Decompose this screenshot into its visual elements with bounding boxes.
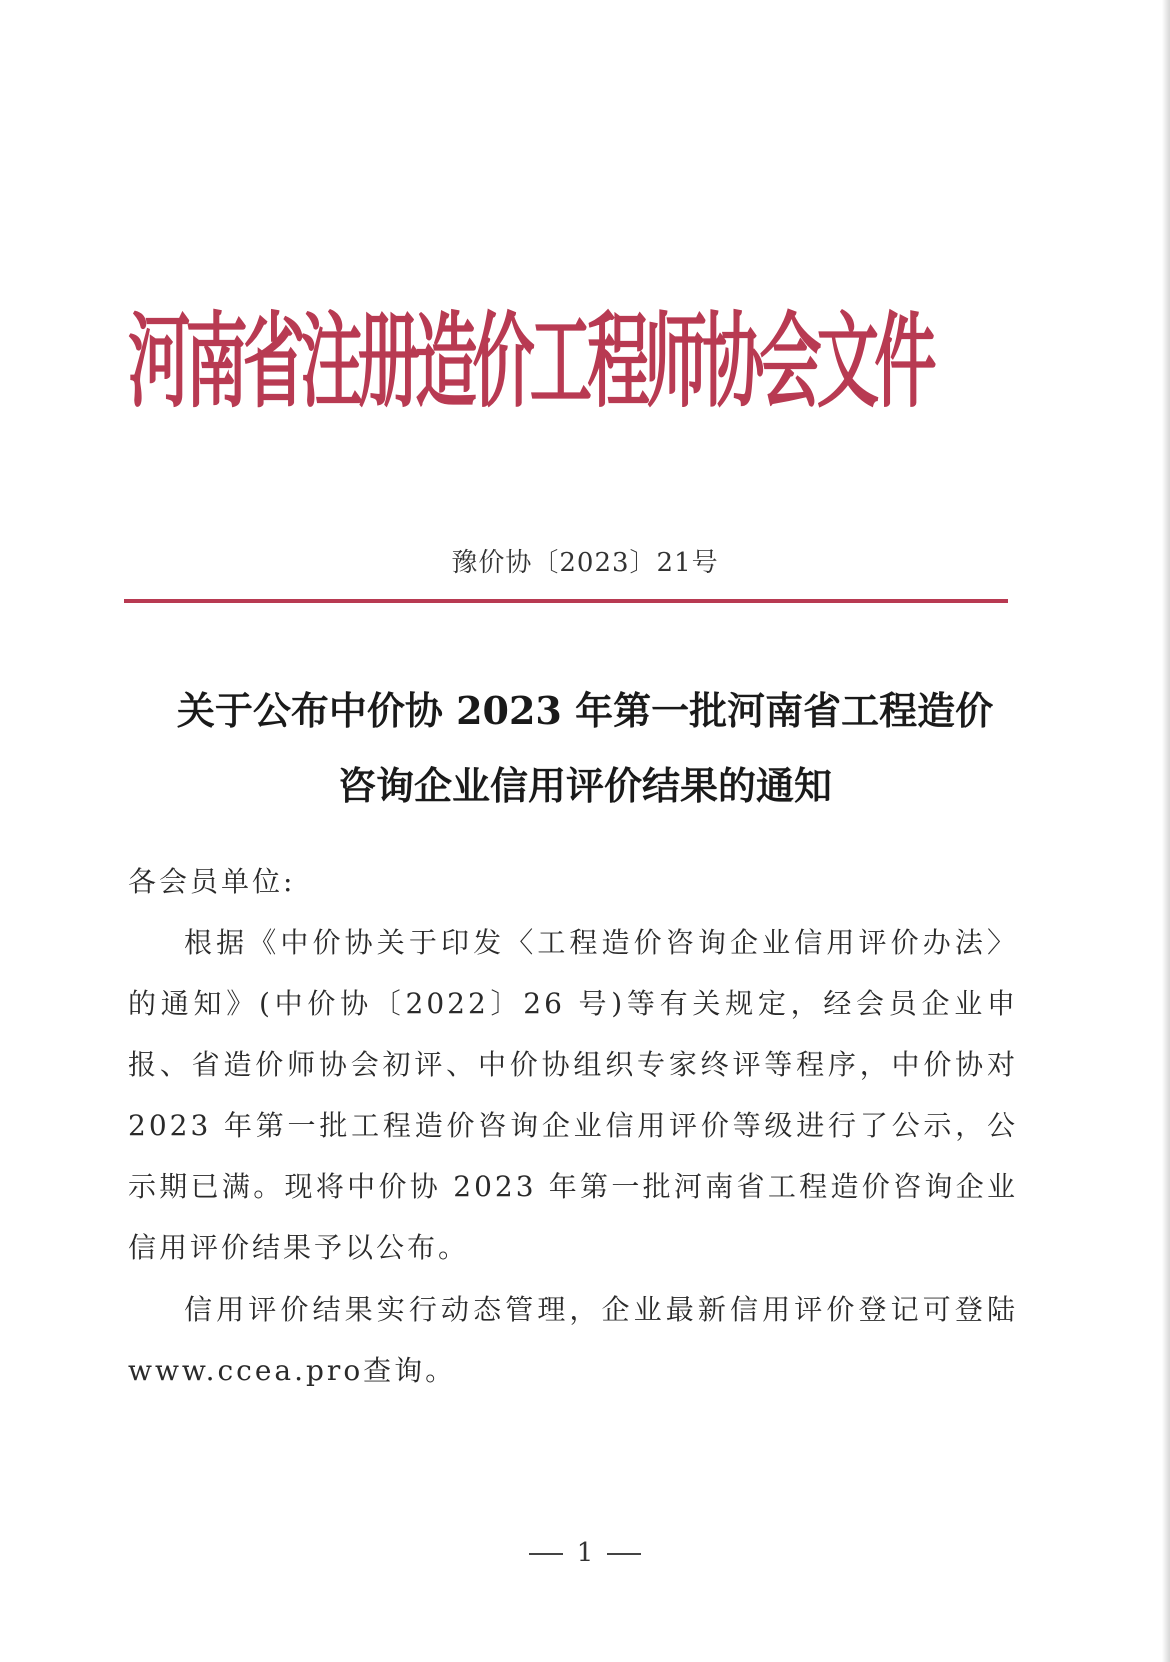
page-number-value: 1 <box>576 1538 594 1568</box>
dash-left <box>529 1553 563 1555</box>
salutation: 各会员单位: <box>128 865 296 898</box>
notice-title-line1: 关于公布中价协 2023 年第一批河南省工程造价 <box>176 688 994 733</box>
page-edge-shadow <box>1162 0 1170 1662</box>
organization-title: 河南省注册造价工程师协会文件 <box>128 301 932 422</box>
page-number <box>0 1538 1170 1568</box>
red-divider <box>124 599 1008 603</box>
body-paragraph-2: 信用评价结果实行动态管理，企业最新信用评价登记可登陆www.ccea.pro查询。 <box>128 1293 1018 1387</box>
notice-title-line2: 咨询企业信用评价结果的通知 <box>337 763 832 808</box>
document-number: 豫价协〔2023〕21号 <box>451 548 719 578</box>
dash-right <box>607 1553 641 1555</box>
body-paragraph-1: 根据《中价协关于印发〈工程造价咨询企业信用评价办法〉的通知》(中价协〔2022〕26 号)等有关规定，经会员企业申报、省造价师协会初评、中价协组织专家终评等程序，中价协对 2023 年第一批工程造价咨询企业信用评价等级进行了公示，公示期已满。现将中价协 2023 年第一批河南省工程造价咨询企业信用评价结果予以公布。 <box>128 926 1018 1264</box>
